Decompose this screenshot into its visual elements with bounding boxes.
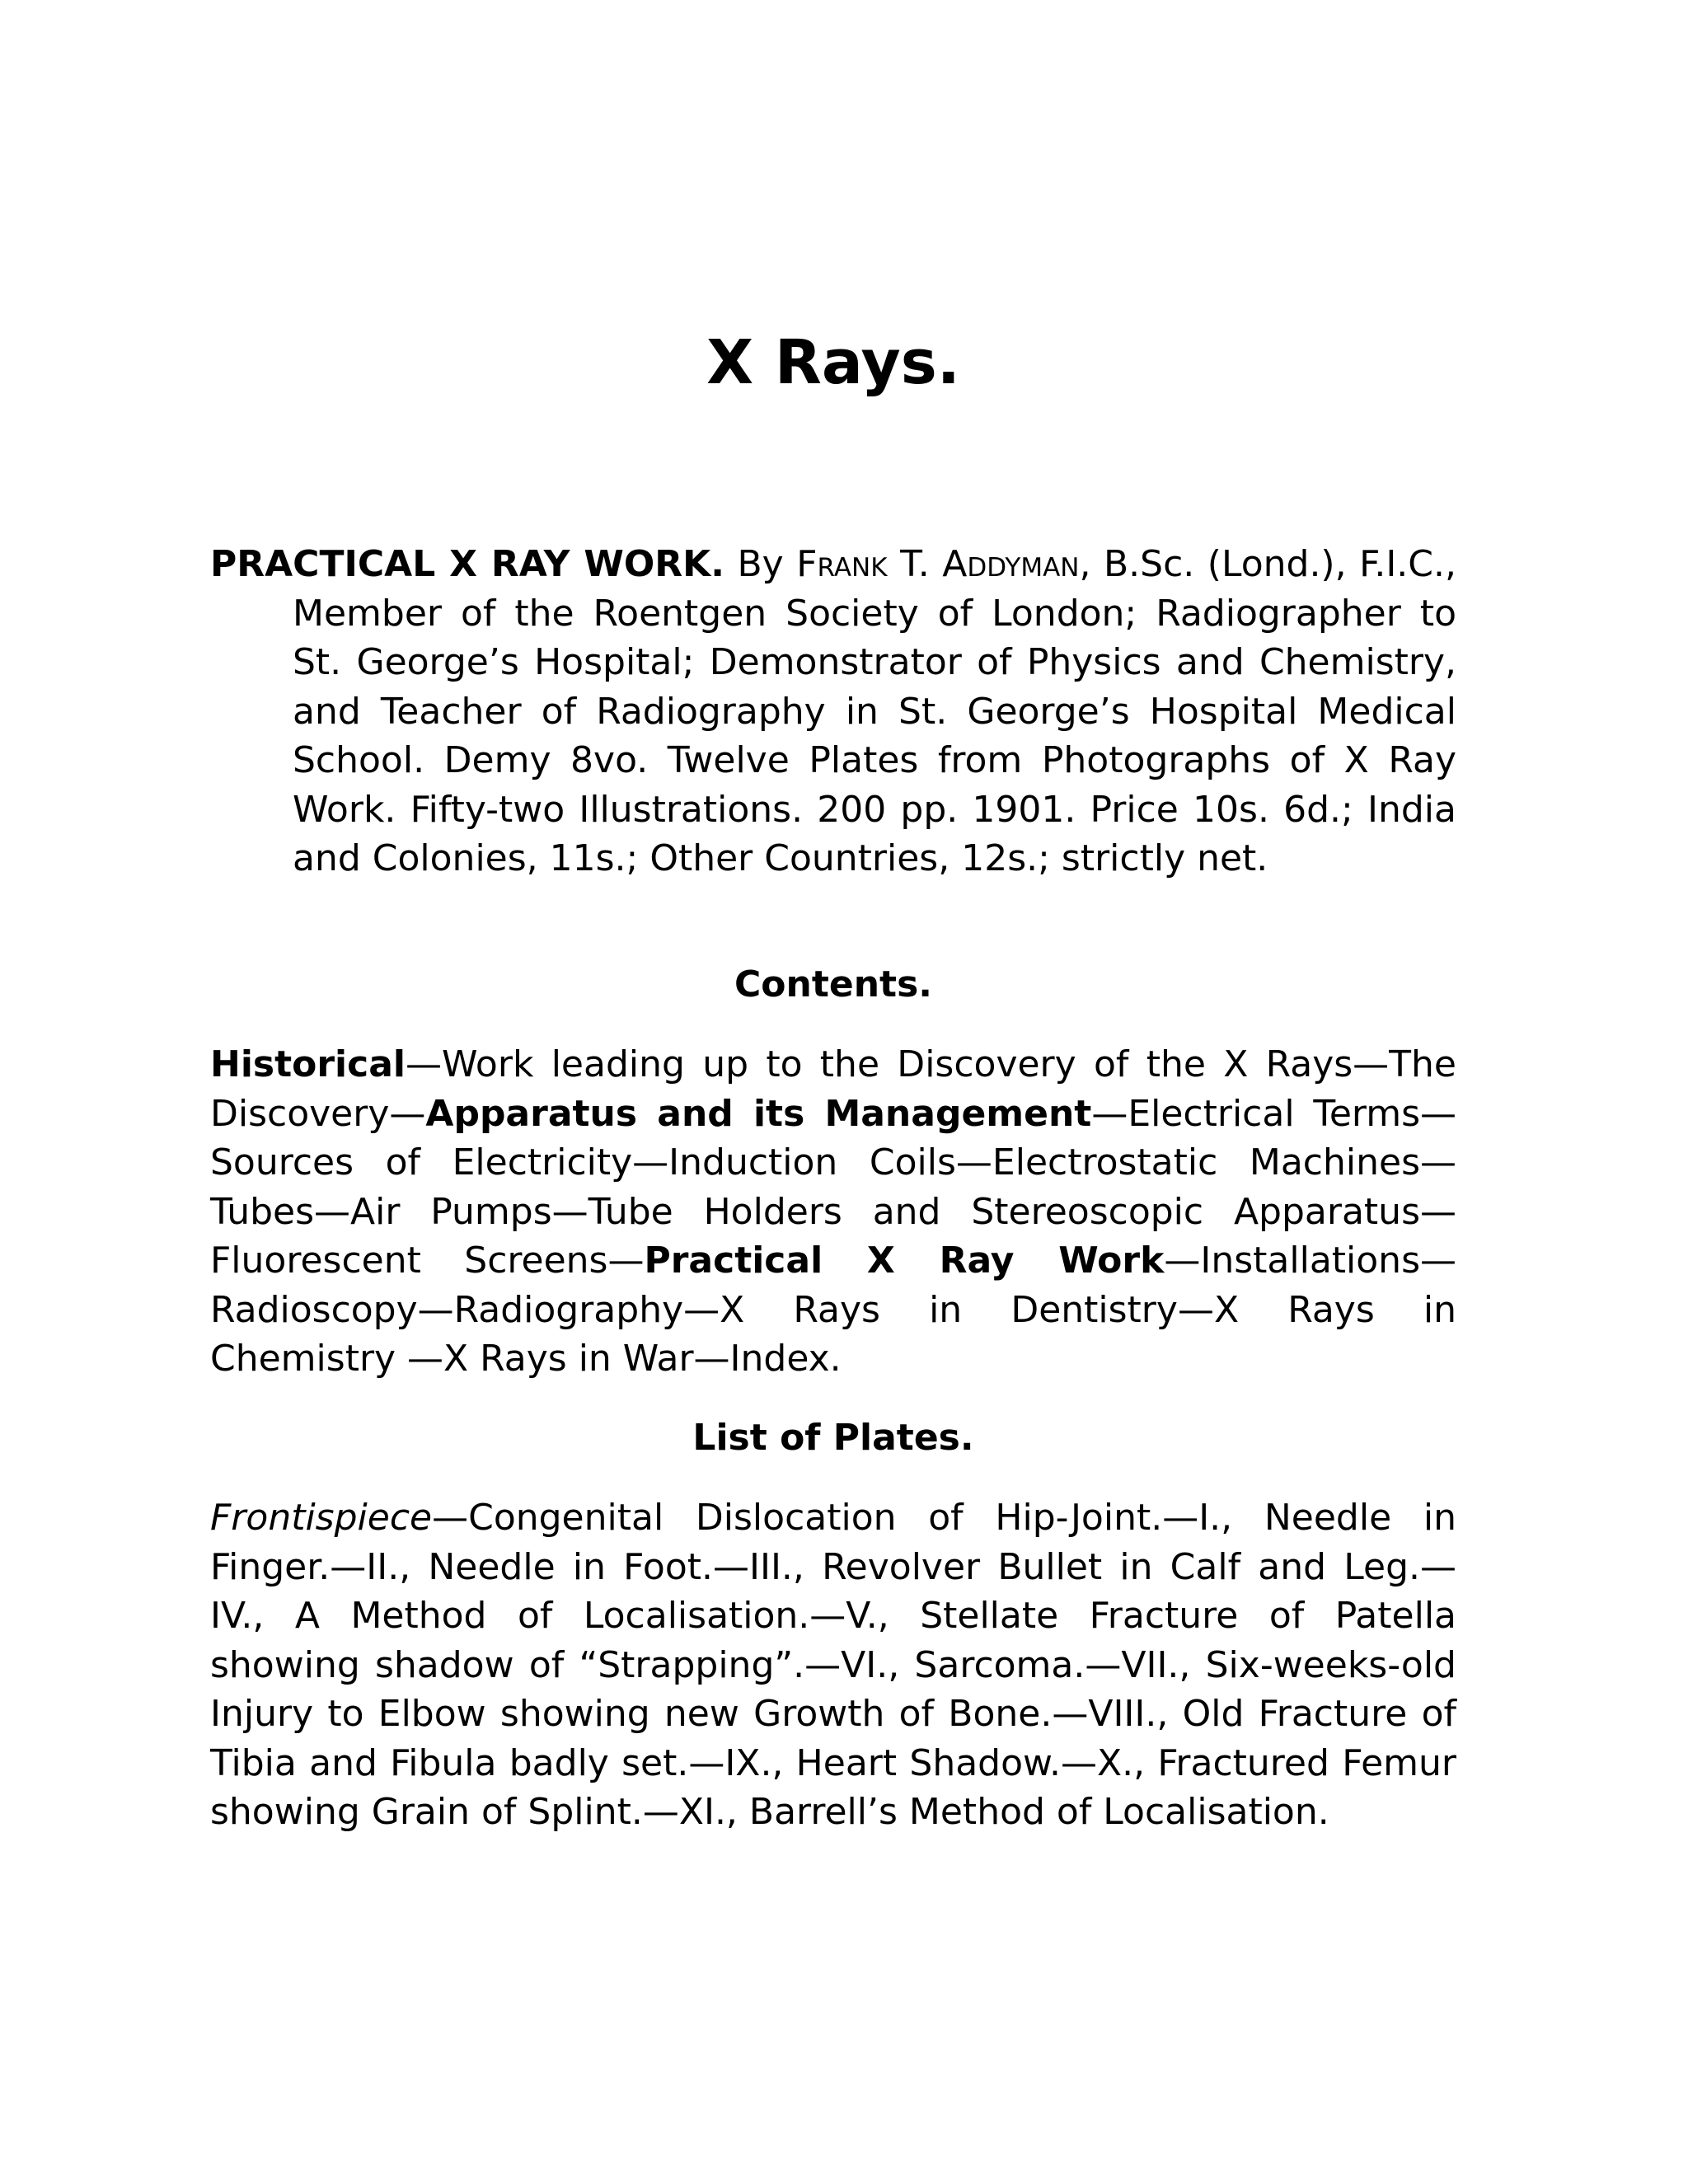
- contents-section-apparatus: Apparatus and its Management: [425, 1092, 1092, 1135]
- plates-heading: List of Plates.: [692, 1417, 974, 1459]
- page-title: X Rays.: [706, 327, 960, 398]
- book-entry: [210, 540, 1456, 883]
- book-description: , B.Sc. (Lond.), F.I.C., Member of the Roentgen Society of London; Radiographer to St. George’s Hospital; Demonstrator of Physics and Chemistry, and Teacher of Radiography in St. George’s Hospital Medical School. Demy 8vo. Twelve Plates from Photographs of X Ray Work. Fifty-two Illustrations. 200 pp. 1901. Price 10s. 6d.; India and Colonies, 11s.; Other Countries, 12s.; strictly net.: [293, 543, 1456, 879]
- contents-heading: Contents.: [734, 963, 932, 1005]
- book-title: PRACTICAL X RAY WORK.: [210, 543, 724, 585]
- plates-list: —Congenital Dislocation of Hip-Joint.—I., Needle in Finger.—II., Needle in Foot.—III., Revolver Bullet in Calf and Leg.—IV., A Method of Localisation.—V., Stellate Fracture of Patella showing shadow of “Strapping”.—VI., Sarcoma.—VII., Six-weeks-old Injury to Elbow showing new Growth of Bone.—VIII., Old Fracture of Tibia and Fibula badly set.—IX., Heart Shadow.—X., Fractured Femur showing Grain of Splint.—XI., Barrell’s Method of Localisation.: [210, 1497, 1456, 1833]
- contents-text-3: —Installations—Radioscopy—Radiography—X Rays in Dentistry—X Rays in Chemistry —X Rays in War—Index.: [210, 1240, 1456, 1380]
- by-label: By: [737, 543, 784, 585]
- contents-section-historical: Historical: [210, 1043, 406, 1085]
- plates-text: [210, 1493, 1456, 1837]
- contents-text: [210, 1040, 1456, 1384]
- contents-section-practical: Practical X Ray Work: [644, 1240, 1165, 1282]
- contents-text-2: —Electrical Terms—Sources of Electricity—Induction Coils—Electrostatic Machines—Tubes—Air Pumps—Tube Holders and Stereoscopic Apparatus—Fluorescent Screens—: [210, 1092, 1456, 1282]
- plates-frontispiece: Frontispiece: [210, 1497, 433, 1539]
- contents-text-1: —Work leading up to the Discovery of the X Rays—The Discovery—: [210, 1043, 1456, 1135]
- author-name: Frank T. Addyman: [796, 543, 1080, 585]
